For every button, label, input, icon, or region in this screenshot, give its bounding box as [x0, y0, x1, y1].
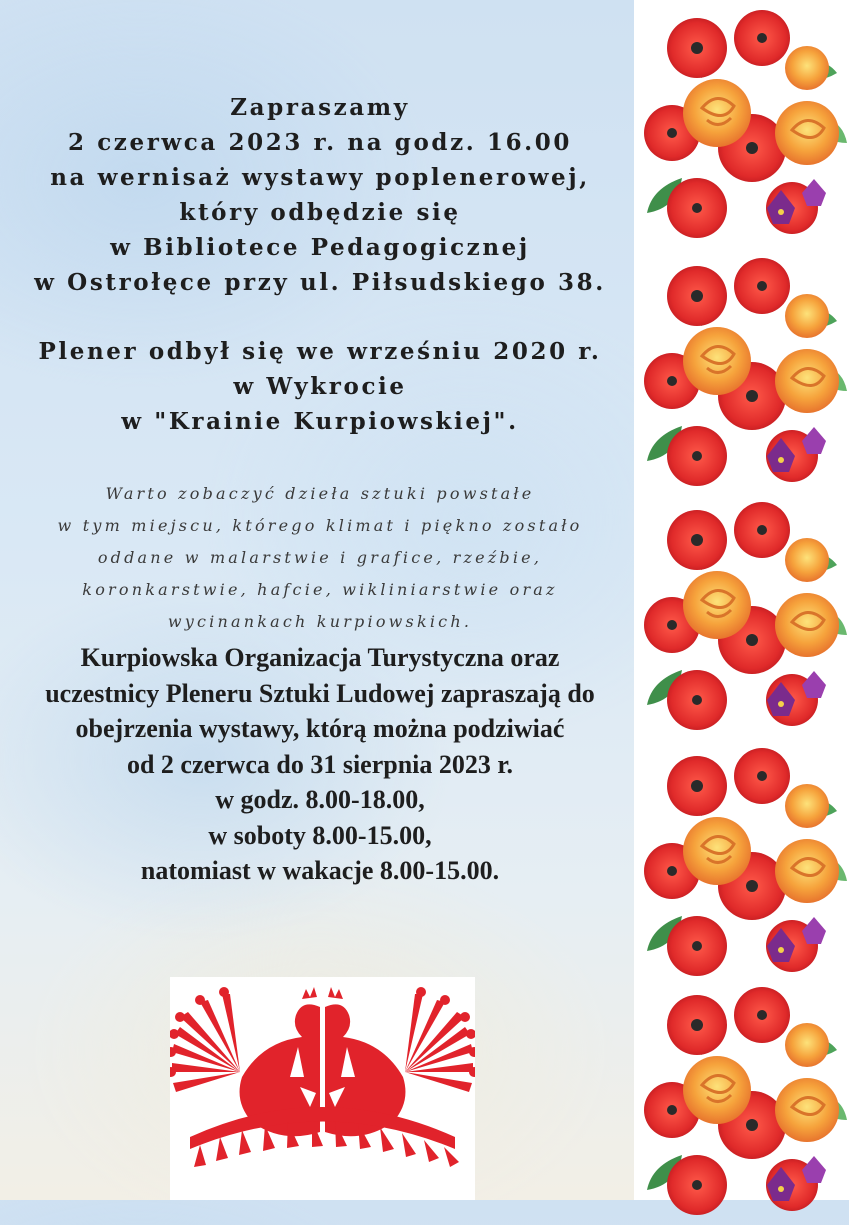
invitation-line-5: w godz. 8.00-18.00,	[215, 785, 425, 814]
invitation-line-2: uczestnicy Pleneru Sztuki Ludowej zapraszają do	[45, 678, 595, 708]
description-paragraph	[0, 478, 640, 638]
plener-line-3: w "Krainie Kurpiowskiej".	[121, 408, 519, 435]
heading-line-4: który odbędzie się	[179, 199, 461, 226]
heading-line-1: Zapraszamy	[230, 94, 410, 121]
description-line-3: oddane w malarstwie i grafice, rzeźbie,	[97, 548, 543, 567]
invitation-line-4: od 2 czerwca do 31 sierpnia 2023 r.	[126, 749, 514, 779]
flower-bouquet-icon	[642, 500, 847, 740]
invitation-line-7: natomiast w wakacje 8.00-15.00.	[140, 856, 500, 885]
plener-line-2: w Wykrocie	[233, 373, 407, 400]
rooster-papercut-icon	[170, 977, 475, 1200]
invitation-heading	[0, 90, 640, 439]
flower-bouquet-icon	[642, 746, 847, 986]
description-line-1: Warto zobaczyć dzieła sztuki powstałe	[105, 484, 535, 503]
flower-strip	[634, 0, 849, 1200]
heading-line-5: w Bibliotece Pedagogicznej	[110, 234, 530, 261]
heading-line-6: w Ostrołęce przy ul. Piłsudskiego 38.	[34, 269, 606, 296]
flower-bouquet-icon	[642, 256, 847, 496]
flower-bouquet-icon	[642, 985, 847, 1225]
description-line-4: koronkarstwie, hafcie, wikliniarstwie oraz	[82, 580, 558, 599]
invitation-paragraph	[0, 640, 640, 889]
papercut-panel	[170, 977, 475, 1200]
description-line-5: wycinankach kurpiowskich.	[167, 612, 473, 631]
description-line-2: w tym miejscu, którego klimat i piękno zostało	[57, 516, 583, 535]
plener-line-1: Plener odbył się we wrześniu 2020 r.	[38, 338, 602, 365]
invitation-line-1: Kurpiowska Organizacja Turystyczna oraz	[80, 643, 560, 672]
invitation-line-3: obejrzenia wystawy, którą można podziwiać	[75, 714, 565, 743]
invitation-line-6: w soboty 8.00-15.00,	[208, 820, 432, 850]
heading-line-2: 2 czerwca 2023 r. na godz. 16.00	[67, 129, 573, 156]
flower-bouquet-icon	[642, 8, 847, 248]
heading-line-3: na wernisaż wystawy poplenerowej,	[50, 164, 590, 191]
